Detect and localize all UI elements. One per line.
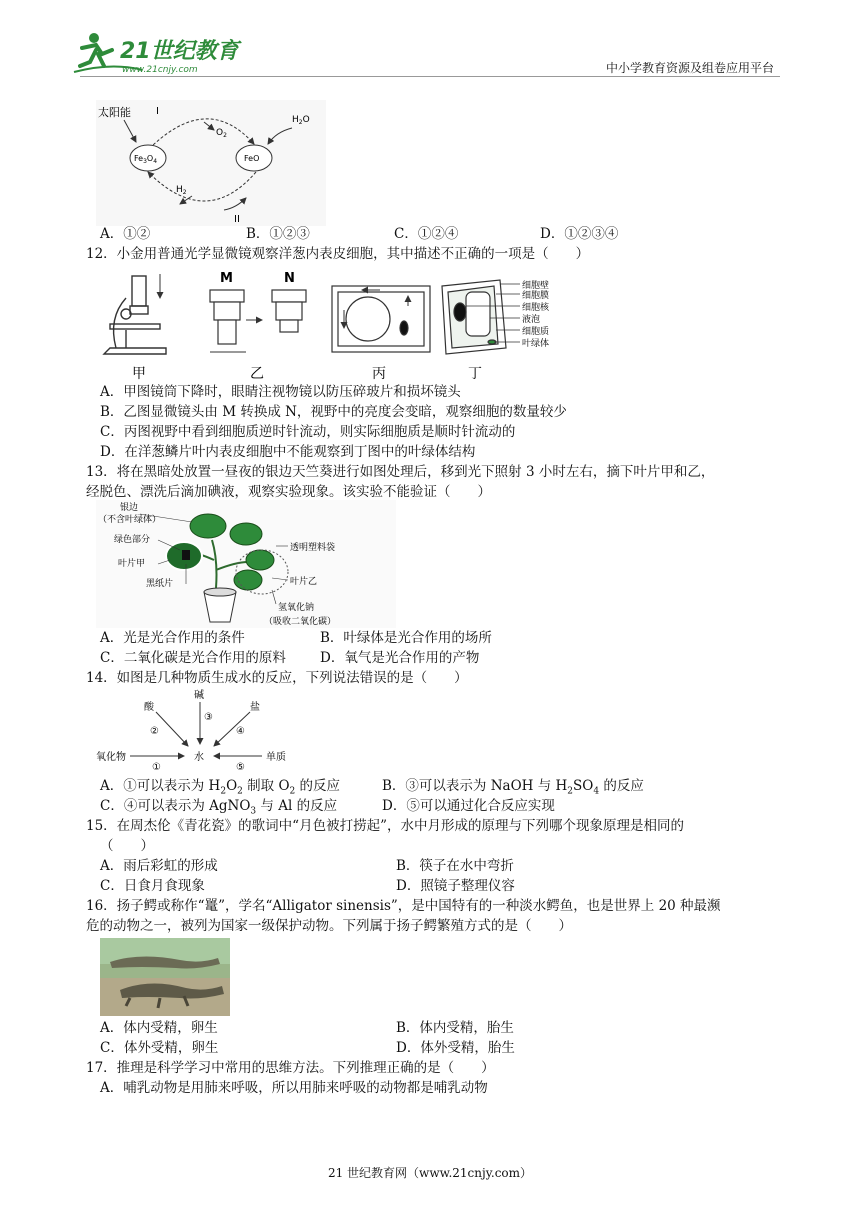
q11-option-d[interactable]: D．①②③④ — [540, 226, 619, 242]
q11-option-a[interactable]: A．①② — [100, 226, 151, 242]
q14-stem: 14．如图是几种物质生成水的反应，下列说法错误的是（ ） — [86, 670, 468, 686]
page-footer: 21 世纪教育网（www.21cnjy.com） — [327, 1166, 533, 1180]
q14-option-b[interactable]: B．③可以表示为 NaOH 与 $H_2SO_4$ 的反应 — [382, 778, 644, 797]
svg-text:氧化物: 氧化物 — [96, 752, 126, 763]
svg-text:③: ③ — [204, 712, 213, 723]
svg-text:N: N — [284, 271, 295, 286]
svg-text:碱: 碱 — [194, 690, 204, 701]
svg-text:氢氧化钠: 氢氧化钠 — [278, 603, 315, 613]
objective-n-icon — [272, 290, 306, 332]
q15-option-d[interactable]: D．照镜子整理仪容 — [396, 878, 515, 894]
sun-energy-label: 太阳能 — [98, 106, 131, 119]
q12-microscope-figure — [96, 268, 596, 384]
q16-option-b[interactable]: B．体内受精，胎生 — [396, 1020, 514, 1036]
svg-text:透明塑料袋: 透明塑料袋 — [290, 543, 336, 553]
q12-option-b[interactable]: B．乙图显微镜头由 M 转换成 N，视野中的亮度会变暗，观察细胞的数量较少 — [100, 404, 567, 420]
svg-text:液泡: 液泡 — [522, 315, 541, 325]
svg-text:叶片甲: 叶片甲 — [118, 559, 146, 569]
figure-yi-label: 乙 — [250, 366, 264, 382]
q13-option-b[interactable]: B．叶绿体是光合作用的场所 — [320, 630, 492, 646]
svg-text:M: M — [220, 271, 233, 286]
q17-option-a[interactable]: A．哺乳动物是用肺来呼吸，所以用肺来呼吸的动物都是哺乳动物 — [100, 1080, 488, 1096]
svg-text:Fe3O4: $Fe_3O_4$ — [134, 154, 158, 165]
svg-text:水: 水 — [194, 752, 204, 763]
svg-text:细胞膜: 细胞膜 — [522, 291, 550, 301]
svg-text:④: ④ — [236, 726, 245, 737]
q15-stem-line1: 15．在周杰伦《青花瓷》的歌词中“月色被打捞起”，水中月形成的原理与下列哪个现象原理是相同的 — [86, 818, 684, 834]
svg-text:细胞核: 细胞核 — [522, 303, 550, 313]
logo-text: 21世纪教育 — [120, 39, 239, 64]
q13-geranium-figure — [96, 500, 396, 628]
svg-text:（不含叶绿体）: （不含叶绿体） — [98, 515, 162, 525]
header-divider — [80, 76, 780, 77]
svg-text:H2: $H_2$ — [176, 185, 187, 196]
svg-text:叶片乙: 叶片乙 — [290, 577, 318, 587]
objective-m-icon — [210, 290, 244, 344]
q15-stem-line2: （ ） — [100, 838, 154, 854]
svg-text:⑤: ⑤ — [236, 762, 245, 772]
q17-stem: 17．推理是科学学习中常用的思维方法。下列推理正确的是（ ） — [86, 1060, 495, 1076]
q14-water-reactions-figure — [96, 688, 296, 772]
svg-text:细胞质: 细胞质 — [522, 327, 550, 337]
figure-jia-label: 甲 — [132, 366, 146, 382]
svg-text:FeO: FeO — [244, 154, 260, 163]
q15-option-a[interactable]: A．雨后彩虹的形成 — [100, 858, 218, 874]
svg-text:银边: 银边 — [120, 503, 139, 513]
q16-option-c[interactable]: C．体外受精，卵生 — [100, 1040, 219, 1056]
q12-stem: 12．小金用普通光学显微镜观察洋葱内表皮细胞，其中描述不正确的一项是（ ） — [86, 246, 590, 262]
svg-text:①: ① — [152, 762, 161, 772]
svg-text:单质: 单质 — [266, 752, 286, 763]
q16-stem-line1: 16．扬子鳄或称作“鼍”，学名“Alligator sinensis”，是中国特有的一种淡水鳄鱼，也是世界上 20 种最濒 — [86, 898, 721, 914]
svg-text:黑纸片: 黑纸片 — [146, 579, 174, 589]
q12-option-a[interactable]: A．甲图镜筒下降时，眼睛注视物镜以防压碎玻片和损坏镜头 — [100, 384, 461, 400]
svg-text:酸: 酸 — [144, 702, 154, 713]
q15-option-b[interactable]: B．筷子在水中弯折 — [396, 858, 514, 874]
q14-option-c[interactable]: C．④可以表示为 AgNO$_3$ 与 Al 的反应 — [100, 798, 338, 817]
step-2-label: II — [234, 214, 240, 225]
q16-option-d[interactable]: D．体外受精，胎生 — [396, 1040, 515, 1056]
q15-option-c[interactable]: C．日食月食现象 — [100, 878, 205, 894]
svg-text:盐: 盐 — [250, 702, 260, 713]
q11-option-b[interactable]: B．①②③ — [246, 226, 310, 242]
svg-text:O2: $O_2$ — [216, 128, 227, 139]
q13-stem-line1: 13．将在黑暗处放置一昼夜的银边天竺葵进行如图处理后，移到光下照射 3 小时左右，摘下叶片甲和乙， — [86, 464, 715, 480]
figure-bing-label: 丙 — [372, 366, 386, 382]
step-1-label: I — [156, 106, 159, 117]
svg-text:叶绿体: 叶绿体 — [522, 339, 550, 349]
alligator-photo — [100, 938, 230, 1016]
q11-option-c[interactable]: C．①②④ — [394, 226, 459, 242]
svg-text:绿色部分: 绿色部分 — [114, 535, 151, 545]
microscope-icon — [104, 276, 166, 354]
figure-ding-label: 丁 — [468, 366, 482, 382]
svg-text:②: ② — [150, 726, 159, 737]
q13-option-c[interactable]: C．二氧化碳是光合作用的原料 — [100, 650, 286, 666]
q14-option-a[interactable]: A．①可以表示为 $H_2O_2$ 制取 $O_2$ 的反应 — [100, 778, 341, 797]
q11-cycle-diagram — [96, 100, 326, 226]
svg-text:（吸收二氧化碳）: （吸收二氧化碳） — [264, 617, 337, 627]
svg-text:细胞壁: 细胞壁 — [522, 281, 550, 291]
q13-option-d[interactable]: D．氧气是光合作用的产物 — [320, 650, 480, 666]
q16-stem-line2: 危的动物之一，被列为国家一级保护动物。下列属于扬子鳄繁殖方式的是（ ） — [86, 918, 572, 934]
runner-logo-icon — [72, 28, 272, 78]
cell-view-icon — [332, 286, 430, 352]
logo-url: www.21cnjy.com — [122, 65, 198, 75]
q13-stem-line2: 经脱色、漂洗后滴加碘液，观察实验现象。该实验不能验证（ ） — [86, 484, 491, 500]
q14-option-d[interactable]: D．⑤可以通过化合反应实现 — [382, 798, 555, 814]
svg-text:H2O: $H_2O$ — [292, 115, 310, 126]
q12-option-d[interactable]: D．在洋葱鳞片叶内表皮细胞中不能观察到丁图中的叶绿体结构 — [100, 444, 476, 460]
q13-option-a[interactable]: A．光是光合作用的条件 — [100, 630, 245, 646]
site-logo — [72, 28, 272, 78]
q12-option-c[interactable]: C．丙图视野中看到细胞质逆时针流动，则实际细胞质是顺时针流动的 — [100, 424, 516, 440]
header-platform-text: 中小学教育资源及组卷应用平台 — [605, 61, 774, 75]
plant-cell-icon — [442, 280, 506, 354]
q16-option-a[interactable]: A．体内受精，卵生 — [100, 1020, 218, 1036]
